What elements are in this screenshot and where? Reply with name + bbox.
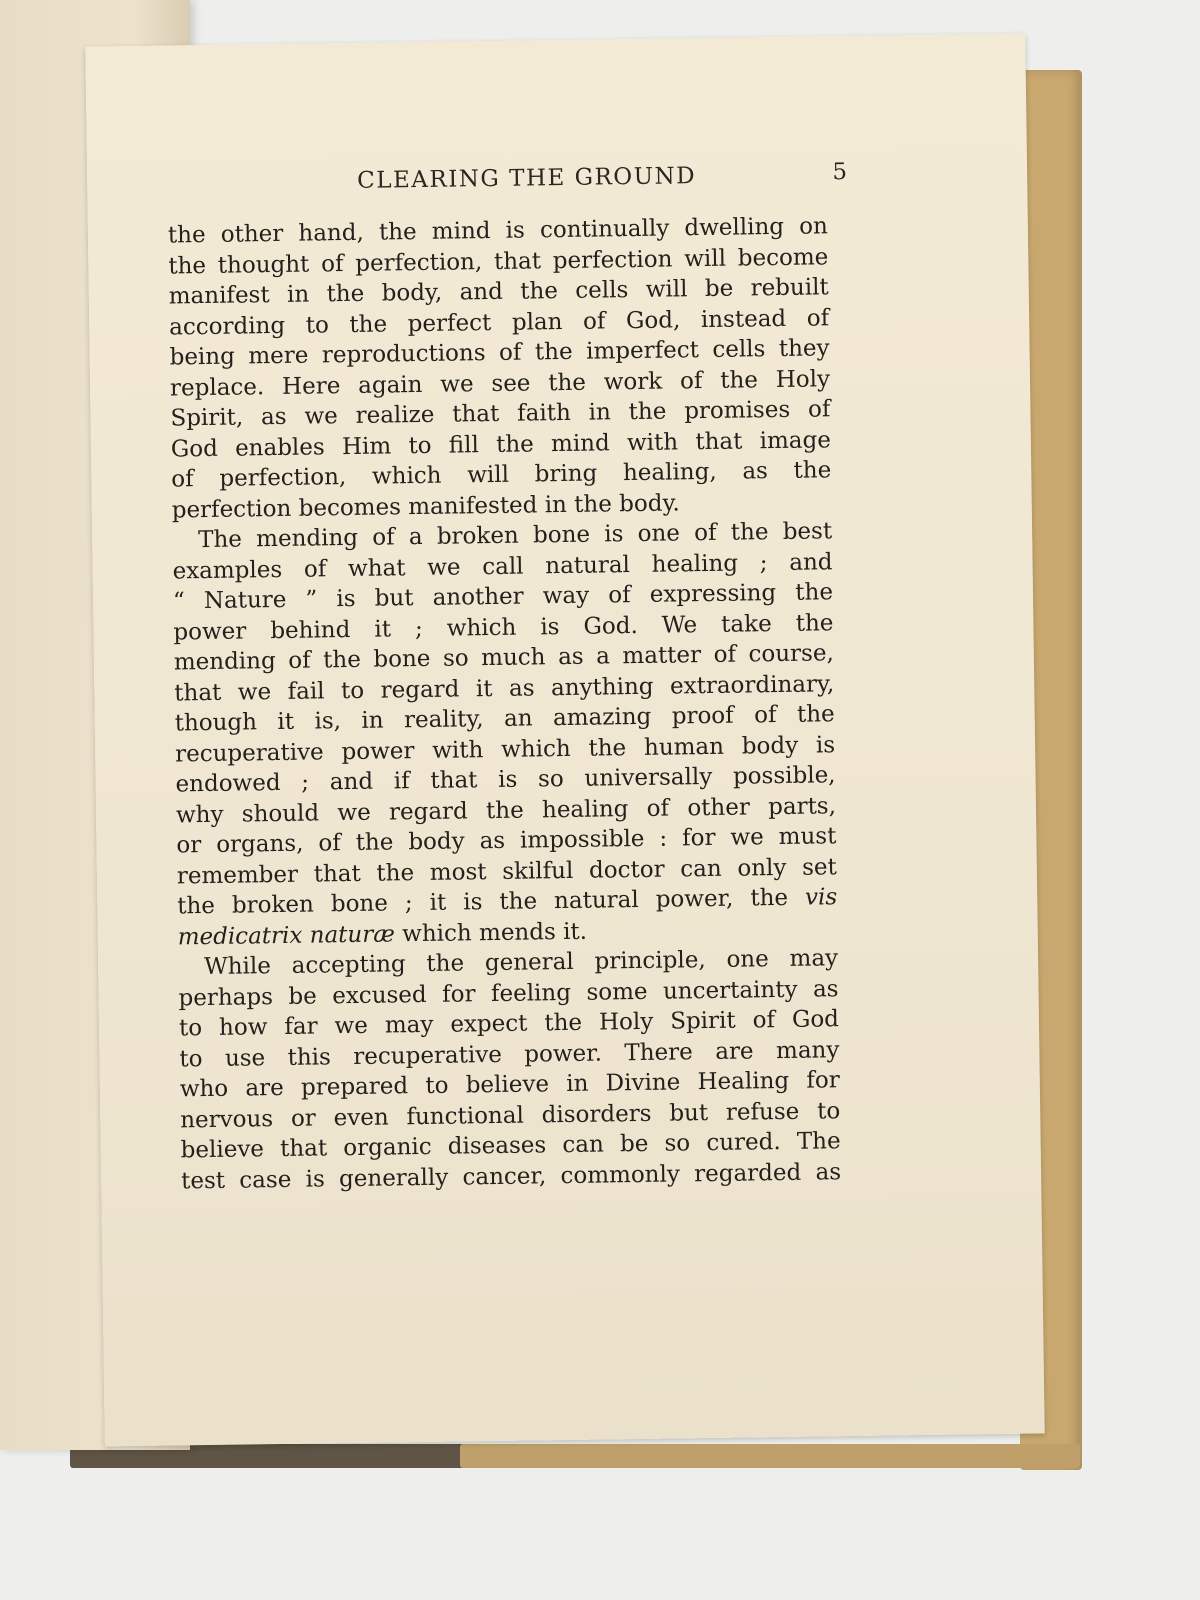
running-head: CLEARING THE GROUND bbox=[356, 163, 697, 194]
text-line: though it is, in reality, an amazing proof of the bbox=[174, 701, 835, 737]
text-fragment: which mends it. bbox=[401, 918, 588, 947]
right-page bbox=[85, 34, 1044, 1447]
book-board-bottom bbox=[460, 1444, 1080, 1468]
page-number: 5 bbox=[832, 159, 848, 186]
text-line: the other hand, the mind is continually dwelling on bbox=[167, 213, 829, 249]
text-line: being mere reproductions of the imperfect cells they bbox=[169, 335, 830, 371]
italic-phrase: vis bbox=[804, 884, 838, 911]
text-line: or organs, of the body as impossible : for we must bbox=[176, 823, 837, 859]
text-line: While accepting the general principle, one may bbox=[203, 945, 839, 981]
text-line: nervous or even functional disorders but refuse to bbox=[180, 1097, 841, 1133]
text-line: that we fail to regard it as anything extraordinary, bbox=[174, 670, 835, 706]
text-line: Spirit, as we realize that faith in the promises of bbox=[170, 396, 831, 432]
text-line: test case is generally cancer, commonly regarded as bbox=[180, 1158, 842, 1194]
text-line: mending of the bone so much as a matter of course, bbox=[173, 640, 834, 676]
text-line: to how far we may expect the Holy Spirit of God bbox=[178, 1006, 840, 1042]
text-line: power behind it ; which is God. We take the bbox=[173, 609, 834, 645]
text-line: why should we regard the healing of other parts, bbox=[175, 792, 837, 828]
text-line: the thought of perfection, that perfection will become bbox=[168, 243, 829, 279]
text-line: to use this recuperative power. There are many bbox=[179, 1036, 840, 1072]
text-line: perhaps be excused for feeling some uncertainty as bbox=[178, 975, 839, 1011]
text-line: who are prepared to believe in Divine Healing for bbox=[179, 1067, 840, 1103]
body-text bbox=[168, 211, 842, 1196]
text-line: manifest in the body, and the cells will be rebuilt bbox=[168, 274, 829, 310]
left-page-text bbox=[0, 0, 71, 719]
text-line: examples of what we call natural healing ; and bbox=[172, 548, 833, 584]
text-line: The mending of a broken bone is one of the best bbox=[197, 518, 833, 554]
text-line: according to the perfect plan of God, instead of bbox=[169, 304, 830, 340]
text-line: God enables Him to fill the mind with that image bbox=[170, 426, 832, 462]
text-fragment: the broken bone ; it is the natural power, the bbox=[177, 884, 789, 920]
text-line: replace. Here again we see the work of the Holy bbox=[169, 365, 831, 401]
text-line: recuperative power with which the human body is bbox=[174, 731, 836, 767]
text-line: endowed ; and if that is so universally possible, bbox=[175, 762, 836, 798]
text-line: “ Nature ” is but another way of expressing the bbox=[172, 579, 834, 615]
text-line: remember that the most skilful doctor can only set bbox=[176, 853, 837, 889]
italic-phrase: medicatrix naturæ bbox=[177, 920, 396, 950]
text-line: of perfection, which will bring healing, as the bbox=[171, 457, 832, 493]
text-line: believe that organic diseases can be so cured. The bbox=[180, 1128, 841, 1164]
text-line: perfection becomes manifested in the body. bbox=[171, 489, 680, 523]
